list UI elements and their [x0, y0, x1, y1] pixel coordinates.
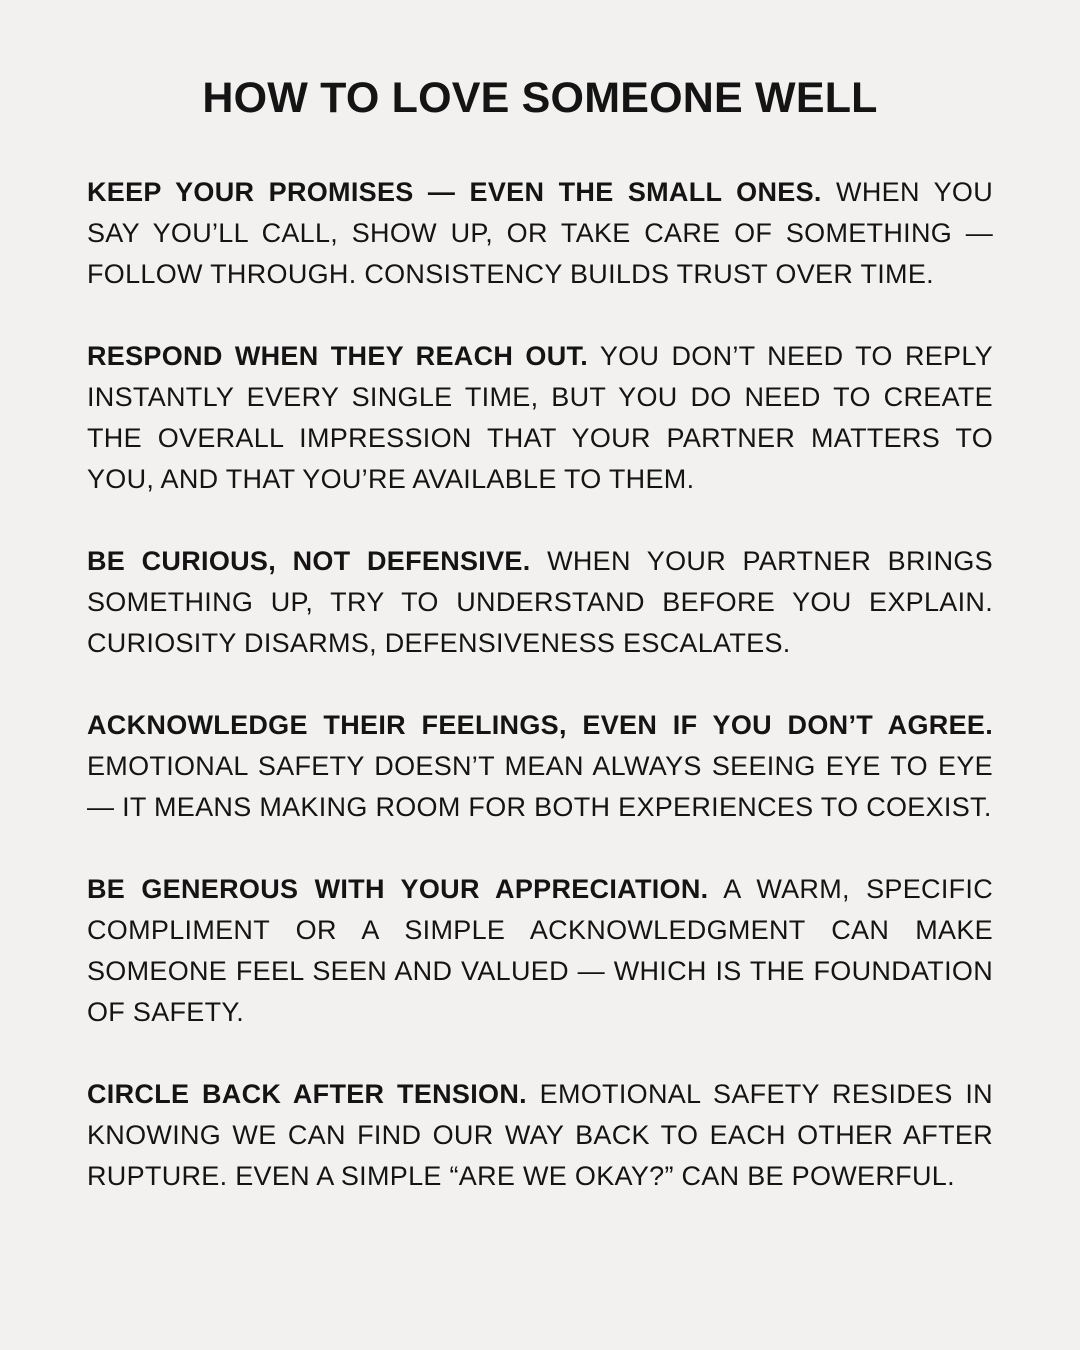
tip-acknowledge-feelings — [87, 705, 993, 828]
tip-heading: CIRCLE BACK AFTER TENSION. — [87, 1079, 527, 1109]
tip-body: EMOTIONAL SAFETY RESIDES IN KNOWING WE CAN FIND OUR WAY BACK TO EACH OTHER AFTER RUPTURE. EVEN A SIMPLE “ARE WE OKAY?” CAN BE POWERFUL. — [87, 1079, 993, 1191]
tip-heading: KEEP YOUR PROMISES — EVEN THE SMALL ONES. — [87, 177, 822, 207]
tip-keep-promises — [87, 172, 993, 295]
tip-body: YOU DON’T NEED TO REPLY INSTANTLY EVERY SINGLE TIME, BUT YOU DO NEED TO CREATE THE OVERALL IMPRESSION THAT YOUR PARTNER MATTERS TO YOU, AND THAT YOU’RE AVAILABLE TO THEM. — [87, 341, 993, 494]
tip-heading: BE CURIOUS, NOT DEFENSIVE. — [87, 546, 531, 576]
tip-body: EMOTIONAL SAFETY DOESN’T MEAN ALWAYS SEEING EYE TO EYE — IT MEANS MAKING ROOM FOR BOTH EXPERIENCES TO COEXIST. — [87, 751, 993, 822]
tip-heading: BE GENEROUS WITH YOUR APPRECIATION. — [87, 874, 709, 904]
page-title: HOW TO LOVE SOMEONE WELL — [202, 74, 878, 122]
tip-heading: RESPOND WHEN THEY REACH OUT. — [87, 341, 589, 371]
tips-list — [87, 172, 993, 1238]
tip-respond — [87, 336, 993, 500]
tip-appreciation — [87, 869, 993, 1033]
tip-be-curious — [87, 541, 993, 664]
tip-body: A WARM, SPECIFIC COMPLIMENT OR A SIMPLE ACKNOWLEDGMENT CAN MAKE SOMEONE FEEL SEEN AND VALUED — WHICH IS THE FOUNDATION OF SAFETY. — [87, 874, 994, 1027]
tip-body: WHEN YOUR PARTNER BRINGS SOMETHING UP, TRY TO UNDERSTAND BEFORE YOU EXPLAIN. CURIOSITY DISARMS, DEFENSIVENESS ESCALATES. — [87, 546, 993, 658]
tip-circle-back — [87, 1074, 993, 1197]
tip-heading: ACKNOWLEDGE THEIR FEELINGS, EVEN IF YOU DON’T AGREE. — [87, 710, 993, 740]
tip-body: WHEN YOU SAY YOU’LL CALL, SHOW UP, OR TAKE CARE OF SOMETHING — FOLLOW THROUGH. CONSISTENCY BUILDS TRUST OVER TIME. — [87, 177, 993, 289]
